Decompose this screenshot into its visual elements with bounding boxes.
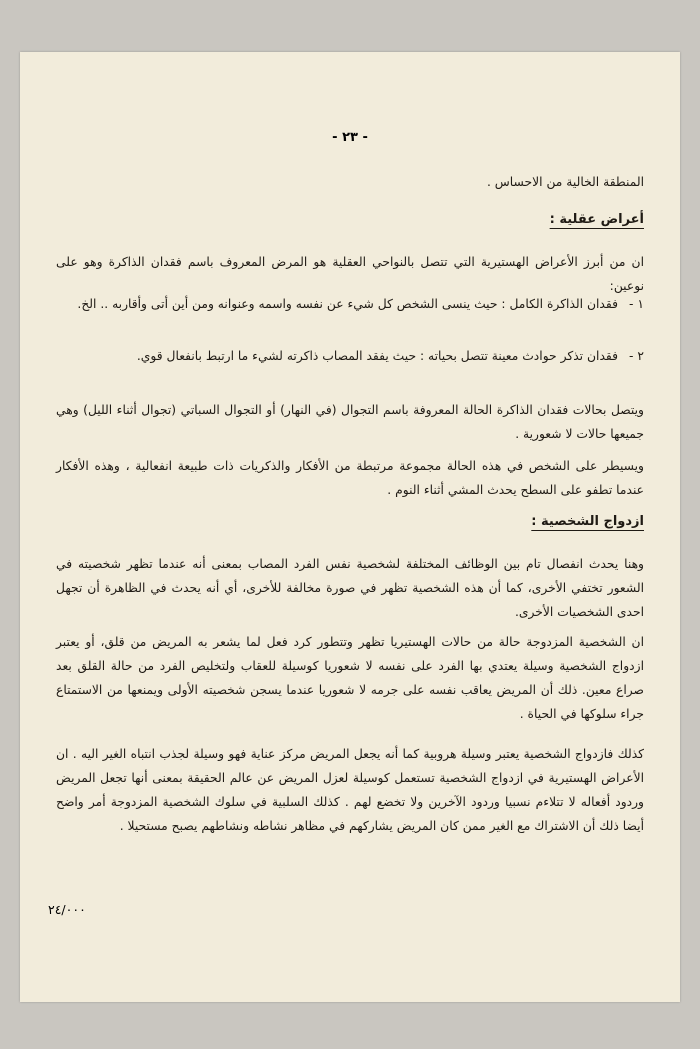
paragraph: ان الشخصية المزدوجة حالة من حالات الهستيريا تظهر وتتطور كرد فعل لما يشعر به المريض من قلق، أو يعتبر ازدواج الشخصية وسيلة يعتدي بها الفرد على نفسه لا شعوريا كوسيلة للعقاب ولتخليص الفرد من حالة القلق بعد صراع معين. ذلك أن المريض يعاقب نفسه على جرمه لا شعوريا عندما يسجن شخصيته الأولى ويمنعها من الاستمتاع جراء سلوكها في الحياة . <box>56 635 644 721</box>
footer-code: ٢٤/٠٠٠ <box>48 902 86 917</box>
list-number: ١ - <box>629 297 644 311</box>
paragraph: ويتصل بحالات فقدان الذاكرة الحالة المعروفة باسم التجوال (في النهار) أو التجوال السباتي (تجوال أثناء الليل) وهي جميعها حالات لا شعورية . <box>56 403 644 441</box>
paragraph: وهنا يحدث انفصال تام بين الوظائف المختلفة لشخصية نفس الفرد المصاب بمعنى أنه عندما تظهر شخصيته في الشعور تختفي الأخرى، كما أن هذه الشخصية تظهر في صورة مخالفة للأخرى، أي أنه يحدث في الظاهرة أن تجهل احدى الشخصيات الأخرى. <box>56 557 644 619</box>
intro-line: المنطقة الخالية من الاحساس . <box>486 175 644 189</box>
paragraph: ويسيطر على الشخص في هذه الحالة مجموعة مرتبطة من الأفكار والذكريات ذات طبيعة انفعالية ، وهذه الأفكار عندما تطفو على السطح يحدث المشي أثناء النوم . <box>56 459 644 497</box>
list-item <box>56 292 644 316</box>
page-number: - ٢٣ - <box>332 130 368 145</box>
paragraph: ان من أبرز الأعراض الهستيرية التي تتصل بالنواحي العقلية هو المرض المعروف باسم فقدان الذاكرة وهو على نوعين: <box>56 255 644 293</box>
list-item <box>56 344 644 368</box>
list-number: ٢ - <box>629 349 644 363</box>
section-heading-mental-symptoms: أعراض عقلية : <box>549 212 644 227</box>
paragraph: كذلك فازدواج الشخصية يعتبر وسيلة هروبية كما أنه يجعل المريض مركز عناية فهو وسيلة لجذب انتباه الغير اليه . ان الأعراض الهستيرية في ازدواج الشخصية تستعمل كوسيلة لعزل المريض عن عالم الحقيقة بمعنى أنها تجعل المريض وردود أفعاله لا تتلاءم نسبيا وردود الآخرين ولا تخضع لهم . كذلك السلبية في سلوك الشخصية المزدوجة أمر واضح أيضا ذلك أن الاشتراك مع الغير ممن كان المريض يشاركهم في مظاهر نشاطه ونشاطهم يصبح مستحيلا . <box>56 747 644 833</box>
section-heading-dual-personality: ازدواج الشخصية : <box>531 514 644 529</box>
list-text: فقدان تذكر حوادث معينة تتصل بحياته : حيث يفقد المصاب ذاكرته لشيء ما ارتبط بانفعال قوي. <box>136 349 618 363</box>
page-content <box>56 52 644 1002</box>
document-page <box>20 52 680 1002</box>
list-text: فقدان الذاكرة الكامل : حيث ينسى الشخص كل شيء عن نفسه واسمه وعنوانه ومن أين أتى وأقاربه .. الخ. <box>77 297 618 311</box>
